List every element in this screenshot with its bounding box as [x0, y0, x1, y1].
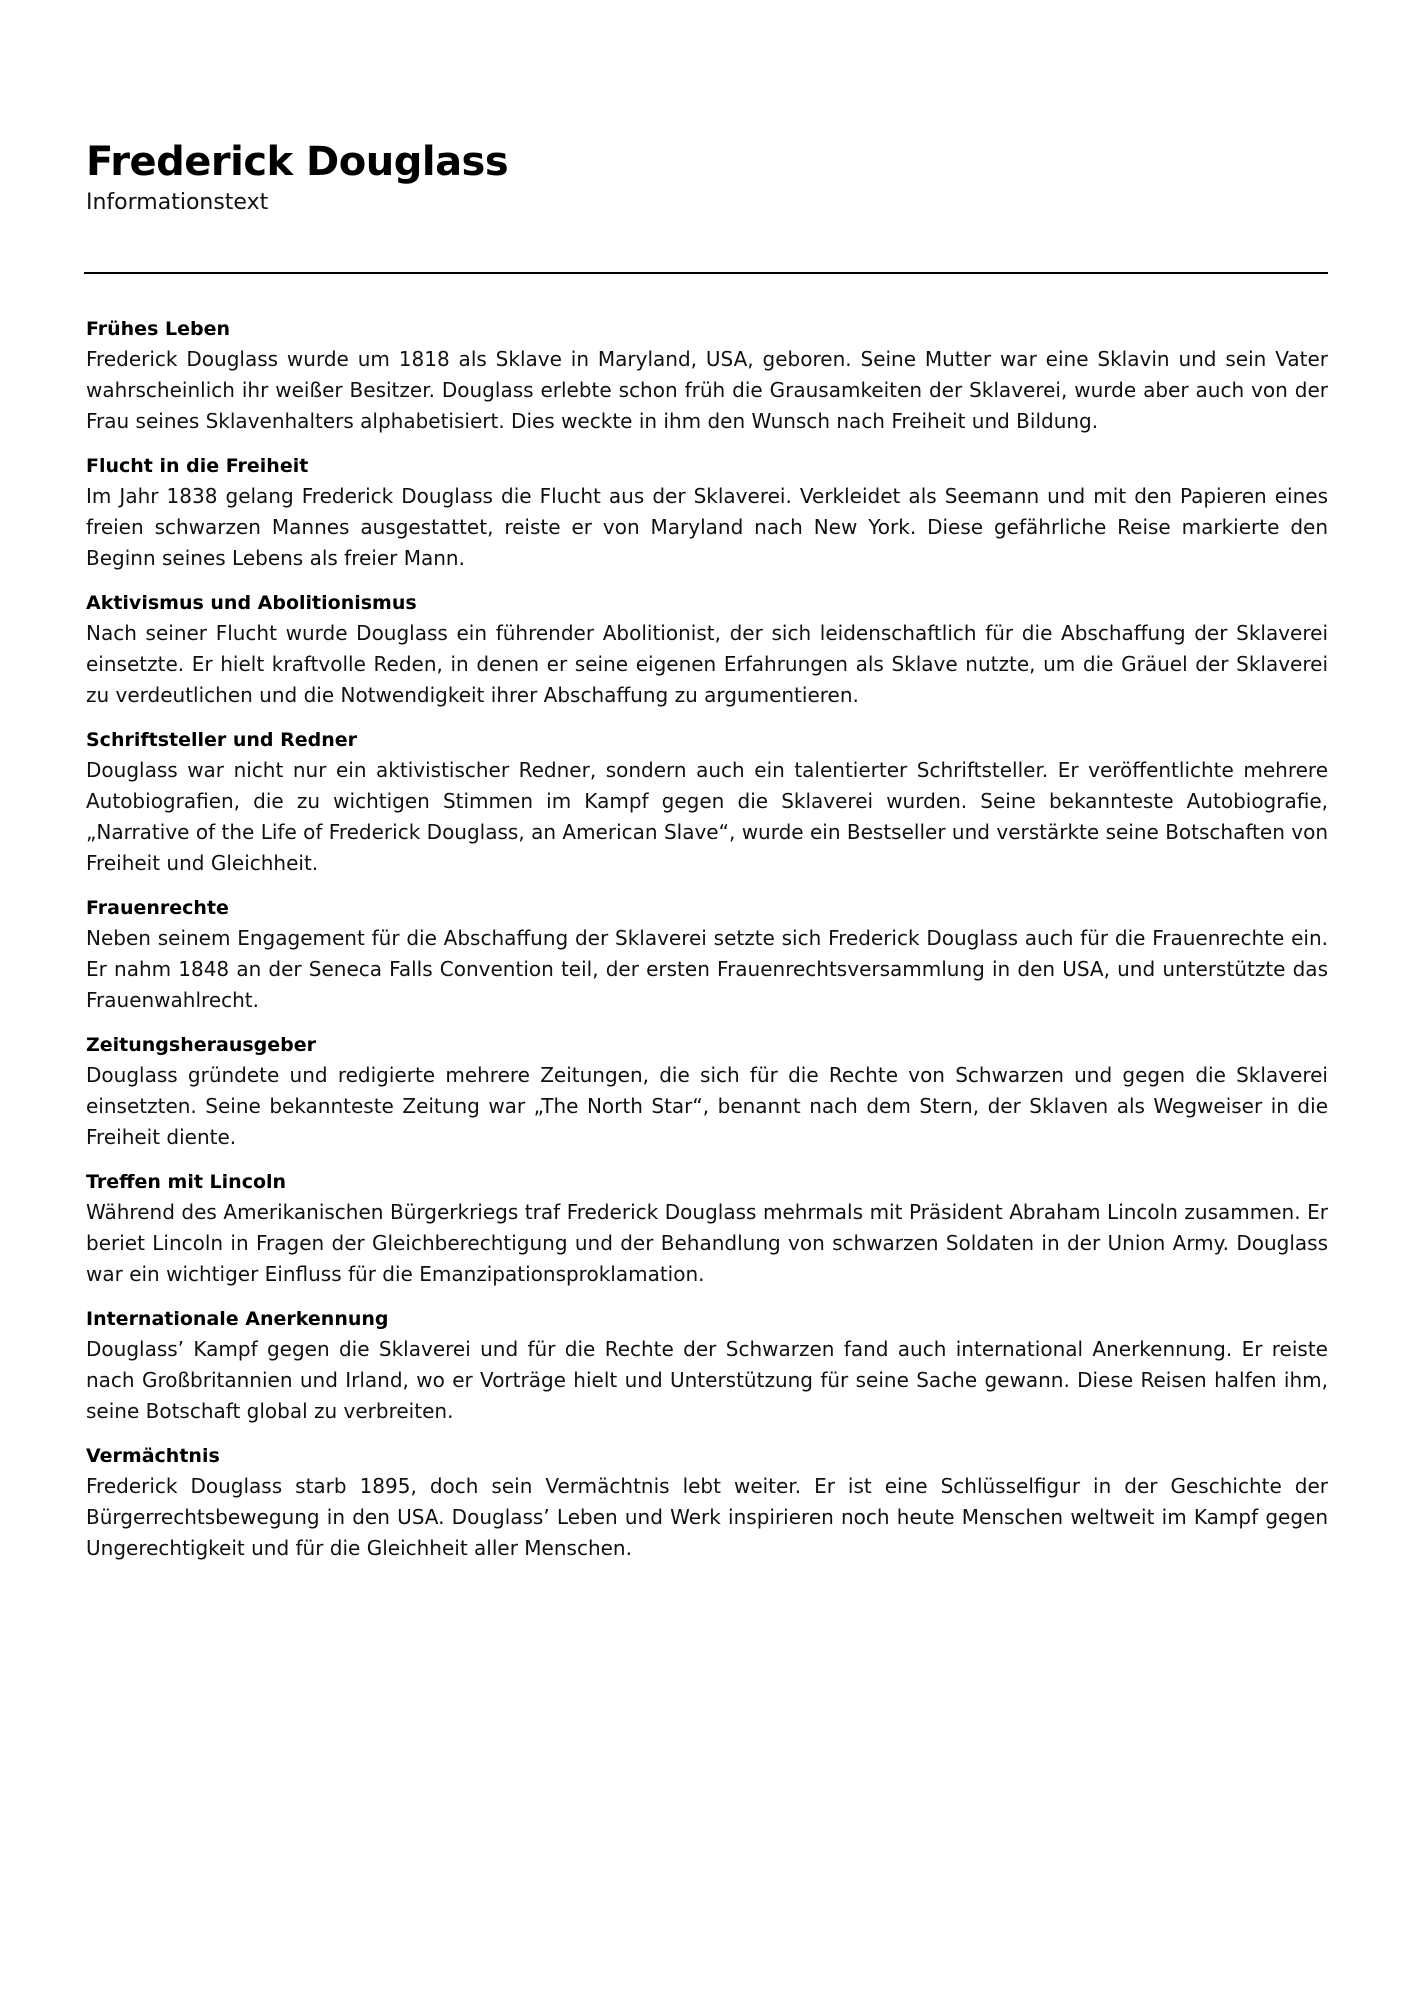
section-zeitungsherausgeber	[86, 1030, 1328, 1153]
document-header	[86, 138, 1326, 218]
section-treffen-mit-lincoln	[86, 1167, 1328, 1290]
section-heading: Frauenrechte	[86, 897, 229, 919]
section-heading: Treffen mit Lincoln	[86, 1171, 287, 1193]
section-heading: Aktivismus und Abolitionismus	[86, 592, 417, 614]
document-body	[86, 314, 1328, 1578]
section-heading: Schriftsteller und Redner	[86, 729, 358, 751]
header-divider	[84, 272, 1328, 274]
section-paragraph: Neben seinem Engagement für die Abschaffung der Sklaverei setzte sich Frederick Douglass auch für die Frauenrechte ein. Er nahm 1848 an der Seneca Falls Convention teil, der ersten Frauenrechtsversammlung in den USA, und unterstützte das Frauenwahlrecht.	[86, 926, 1328, 1012]
section-paragraph: Nach seiner Flucht wurde Douglass ein führender Abolitionist, der sich leidenschaftlich für die Abschaffung der Sklaverei einsetzte. Er hielt kraftvolle Reden, in denen er seine eigenen Erfahrungen als Sklave nutzte, um die Gräuel der Sklaverei zu verdeutlichen und die Notwendigkeit ihrer Abschaffung zu argumentieren.	[86, 621, 1328, 707]
section-paragraph: Frederick Douglass wurde um 1818 als Sklave in Maryland, USA, geboren. Seine Mutter war eine Sklavin und sein Vater wahrscheinlich ihr weißer Besitzer. Douglass erlebte schon früh die Grausamkeiten der Sklaverei, wurde aber auch von der Frau seines Sklavenhalters alphabetisiert. Dies weckte in ihm den Wunsch nach Freiheit und Bildung.	[86, 347, 1328, 433]
section-paragraph: Während des Amerikanischen Bürgerkriegs traf Frederick Douglass mehrmals mit Präsident Abraham Lincoln zusammen. Er beriet Lincoln in Fragen der Gleichberechtigung und der Behandlung von schwarzen Soldaten in der Union Army. Douglass war ein wichtiger Einfluss für die Emanzipationsproklamation.	[86, 1200, 1328, 1286]
section-flucht-in-die-freiheit	[86, 451, 1328, 574]
section-heading: Flucht in die Freiheit	[86, 455, 309, 477]
section-paragraph: Frederick Douglass starb 1895, doch sein Vermächtnis lebt weiter. Er ist eine Schlüsselfigur in der Geschichte der Bürgerrechtsbewegung in den USA. Douglass’ Leben und Werk inspirieren noch heute Menschen weltweit im Kampf gegen Ungerechtigkeit und für die Gleichheit aller Menschen.	[86, 1474, 1328, 1560]
section-schriftsteller-und-redner	[86, 725, 1328, 879]
section-paragraph: Douglass’ Kampf gegen die Sklaverei und für die Rechte der Schwarzen fand auch international Anerkennung. Er reiste nach Großbritannien und Irland, wo er Vorträge hielt und Unterstützung für seine Sache gewann. Diese Reisen halfen ihm, seine Botschaft global zu verbreiten.	[86, 1337, 1328, 1423]
section-paragraph: Douglass gründete und redigierte mehrere Zeitungen, die sich für die Rechte von Schwarzen und gegen die Sklaverei einsetzten. Seine bekannteste Zeitung war „The North Star“, benannt nach dem Stern, der Sklaven als Wegweiser in die Freiheit diente.	[86, 1063, 1328, 1149]
section-paragraph: Im Jahr 1838 gelang Frederick Douglass die Flucht aus der Sklaverei. Verkleidet als Seemann und mit den Papieren eines freien schwarzen Mannes ausgestattet, reiste er von Maryland nach New York. Diese gefährliche Reise markierte den Beginn seines Lebens als freier Mann.	[86, 484, 1328, 570]
section-aktivismus	[86, 588, 1328, 711]
section-heading: Vermächtnis	[86, 1445, 220, 1467]
section-paragraph: Douglass war nicht nur ein aktivistischer Redner, sondern auch ein talentierter Schriftsteller. Er veröffentlichte mehrere Autobiografien, die zu wichtigen Stimmen im Kampf gegen die Sklaverei wurden. Seine bekannteste Autobiografie, „Narrative of the Life of Frederick Douglass, an American Slave“, wurde ein Bestseller und verstärkte seine Botschaften von Freiheit und Gleichheit.	[86, 758, 1328, 875]
section-fruehes-leben	[86, 314, 1328, 437]
section-frauenrechte	[86, 893, 1328, 1016]
document-title: Frederick Douglass	[86, 139, 509, 185]
section-internationale-anerkennung	[86, 1304, 1328, 1427]
section-heading: Frühes Leben	[86, 318, 231, 340]
section-vermaechtnis	[86, 1441, 1328, 1564]
section-heading: Zeitungsherausgeber	[86, 1034, 317, 1056]
document-subtitle: Informationstext	[86, 190, 269, 215]
section-heading: Internationale Anerkennung	[86, 1308, 389, 1330]
